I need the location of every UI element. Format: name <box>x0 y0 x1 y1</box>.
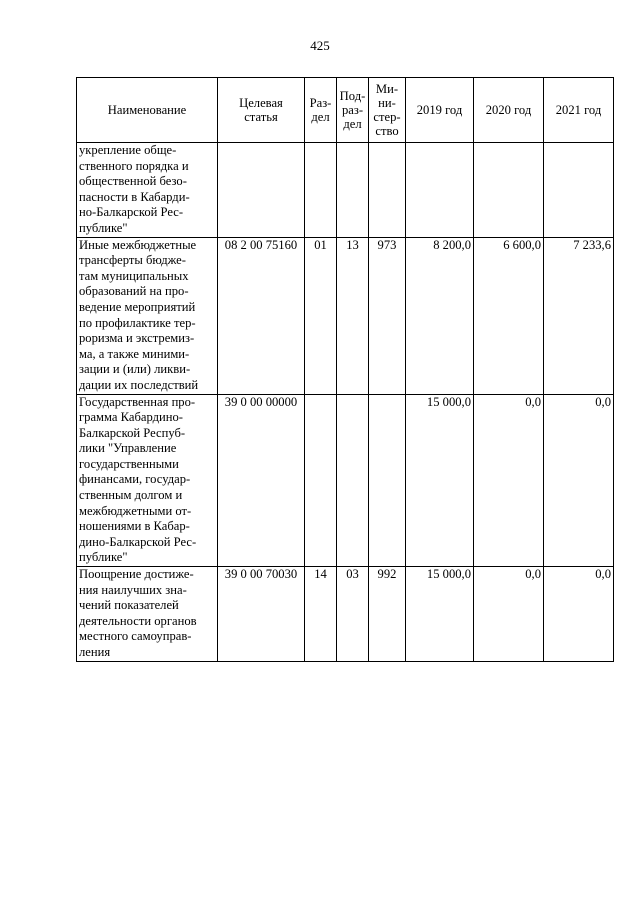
row-ministry: 973 <box>369 237 406 394</box>
row-ministry <box>369 394 406 567</box>
page-number: 425 <box>310 38 330 53</box>
row-ministry <box>369 143 406 238</box>
row-2020: 6 600,0 <box>474 237 544 394</box>
row-target <box>218 143 305 238</box>
header-name: Наименование <box>77 78 218 143</box>
header-subsection: Под- раз- дел <box>337 78 369 143</box>
row-2020: 0,0 <box>474 394 544 567</box>
row-2021: 0,0 <box>544 394 614 567</box>
header-2021: 2021 год <box>544 78 614 143</box>
row-2019: 8 200,0 <box>406 237 474 394</box>
row-name: Государственная про- грамма Кабардино- Балкарской Респуб- лики "Управление государственными финансами, государ- ственным долгом и межбюджетными от- ношениями в Кабар- дино-Балкарской Рес- публике" <box>77 394 218 567</box>
row-section: 01 <box>305 237 337 394</box>
header-target: Целевая статья <box>218 78 305 143</box>
row-2019 <box>406 143 474 238</box>
row-section: 14 <box>305 567 337 662</box>
row-2020 <box>474 143 544 238</box>
header-2019: 2019 год <box>406 78 474 143</box>
table-header-row <box>77 78 614 143</box>
row-name: укрепление обще- ственного порядка и общественной безо- пасности в Кабарди- но-Балкарской Рес- публике" <box>77 143 218 238</box>
table-row <box>77 567 614 662</box>
row-section <box>305 143 337 238</box>
row-2021 <box>544 143 614 238</box>
table-row <box>77 237 614 394</box>
row-2019: 15 000,0 <box>406 567 474 662</box>
header-2020: 2020 год <box>474 78 544 143</box>
budget-table <box>76 77 614 662</box>
row-ministry: 992 <box>369 567 406 662</box>
row-target: 39 0 00 70030 <box>218 567 305 662</box>
row-target: 08 2 00 75160 <box>218 237 305 394</box>
row-name: Иные межбюджетные трансферты бюдже- там муниципальных образований на про- ведение мероприятий по профилактике тер- роризма и экстремиз- ма, а также миними- зации и (или) ликви- дации их последствий <box>77 237 218 394</box>
table-row <box>77 143 614 238</box>
row-2021: 0,0 <box>544 567 614 662</box>
table-row <box>77 394 614 567</box>
row-2019: 15 000,0 <box>406 394 474 567</box>
header-section: Раз- дел <box>305 78 337 143</box>
row-subsection: 03 <box>337 567 369 662</box>
row-name: Поощрение достиже- ния наилучших зна- чений показателей деятельности органов местного самоуправ- ления <box>77 567 218 662</box>
row-subsection: 13 <box>337 237 369 394</box>
row-section <box>305 394 337 567</box>
row-subsection <box>337 394 369 567</box>
header-ministry: Ми- ни- стер- ство <box>369 78 406 143</box>
row-2020: 0,0 <box>474 567 544 662</box>
row-subsection <box>337 143 369 238</box>
row-2021: 7 233,6 <box>544 237 614 394</box>
row-target: 39 0 00 00000 <box>218 394 305 567</box>
